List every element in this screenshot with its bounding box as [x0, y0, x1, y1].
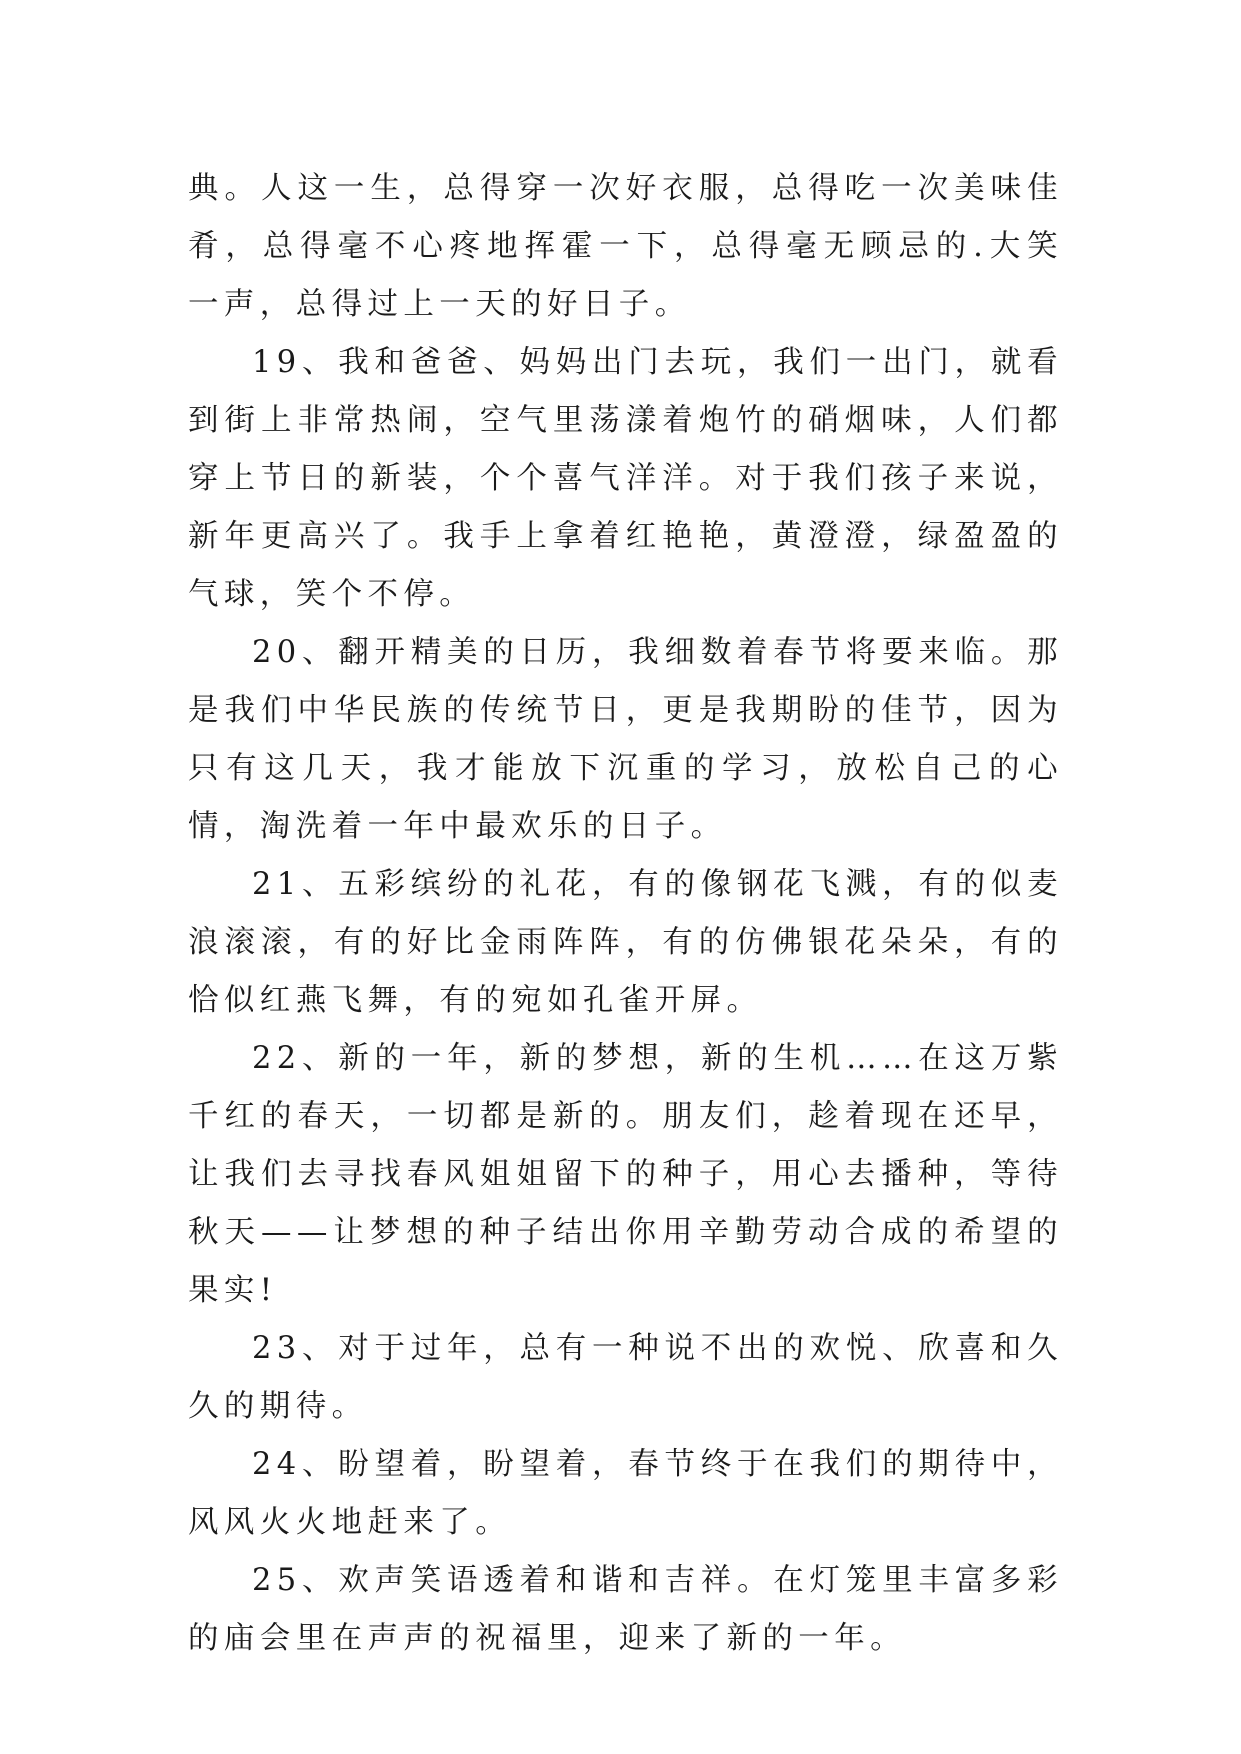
paragraph-24: 24、盼望着，盼望着，春节终于在我们的期待中，风风火火地赶来了。: [188, 1447, 1063, 1540]
paragraph-19: 19、我和爸爸、妈妈出门去玩，我们一出门，就看到街上非常热闹，空气里荡漾着炮竹的硝烟味，人们都穿上节日的新装，个个喜气洋洋。对于我们孩子来说，新年更高兴了。我手上拿着红艳艳，黄澄澄，绿盈盈的气球，笑个不停。: [188, 345, 1063, 612]
paragraph-22: 22、新的一年，新的梦想，新的生机……在这万紫千红的春天，一切都是新的。朋友们，趁着现在还早，让我们去寻找春风姐姐留下的种子，用心去播种，等待秋天——让梦想的种子结出你用辛勤劳动合成的希望的果实!: [188, 1041, 1063, 1308]
paragraph-25: 25、欢声笑语透着和谐和吉祥。在灯笼里丰富多彩的庙会里在声声的祝福里，迎来了新的一年。: [188, 1563, 1063, 1656]
paragraph-21: 21、五彩缤纷的礼花，有的像钢花飞溅，有的似麦浪滚滚，有的好比金雨阵阵，有的仿佛银花朵朵，有的恰似红燕飞舞，有的宛如孔雀开屏。: [188, 867, 1063, 1018]
paragraph-continuation: 典。人这一生，总得穿一次好衣服，总得吃一次美味佳肴，总得毫不心疼地挥霍一下，总得毫无顾忌的.大笑一声，总得过上一天的好日子。: [188, 171, 1063, 322]
paragraph-23: 23、对于过年，总有一种说不出的欢悦、欣喜和久久的期待。: [188, 1331, 1063, 1424]
paragraph-20: 20、翻开精美的日历，我细数着春节将要来临。那是我们中华民族的传统节日，更是我期盼的佳节，因为只有这几天，我才能放下沉重的学习，放松自己的心情，淘洗着一年中最欢乐的日子。: [188, 635, 1063, 844]
document-body: [188, 160, 1063, 1668]
